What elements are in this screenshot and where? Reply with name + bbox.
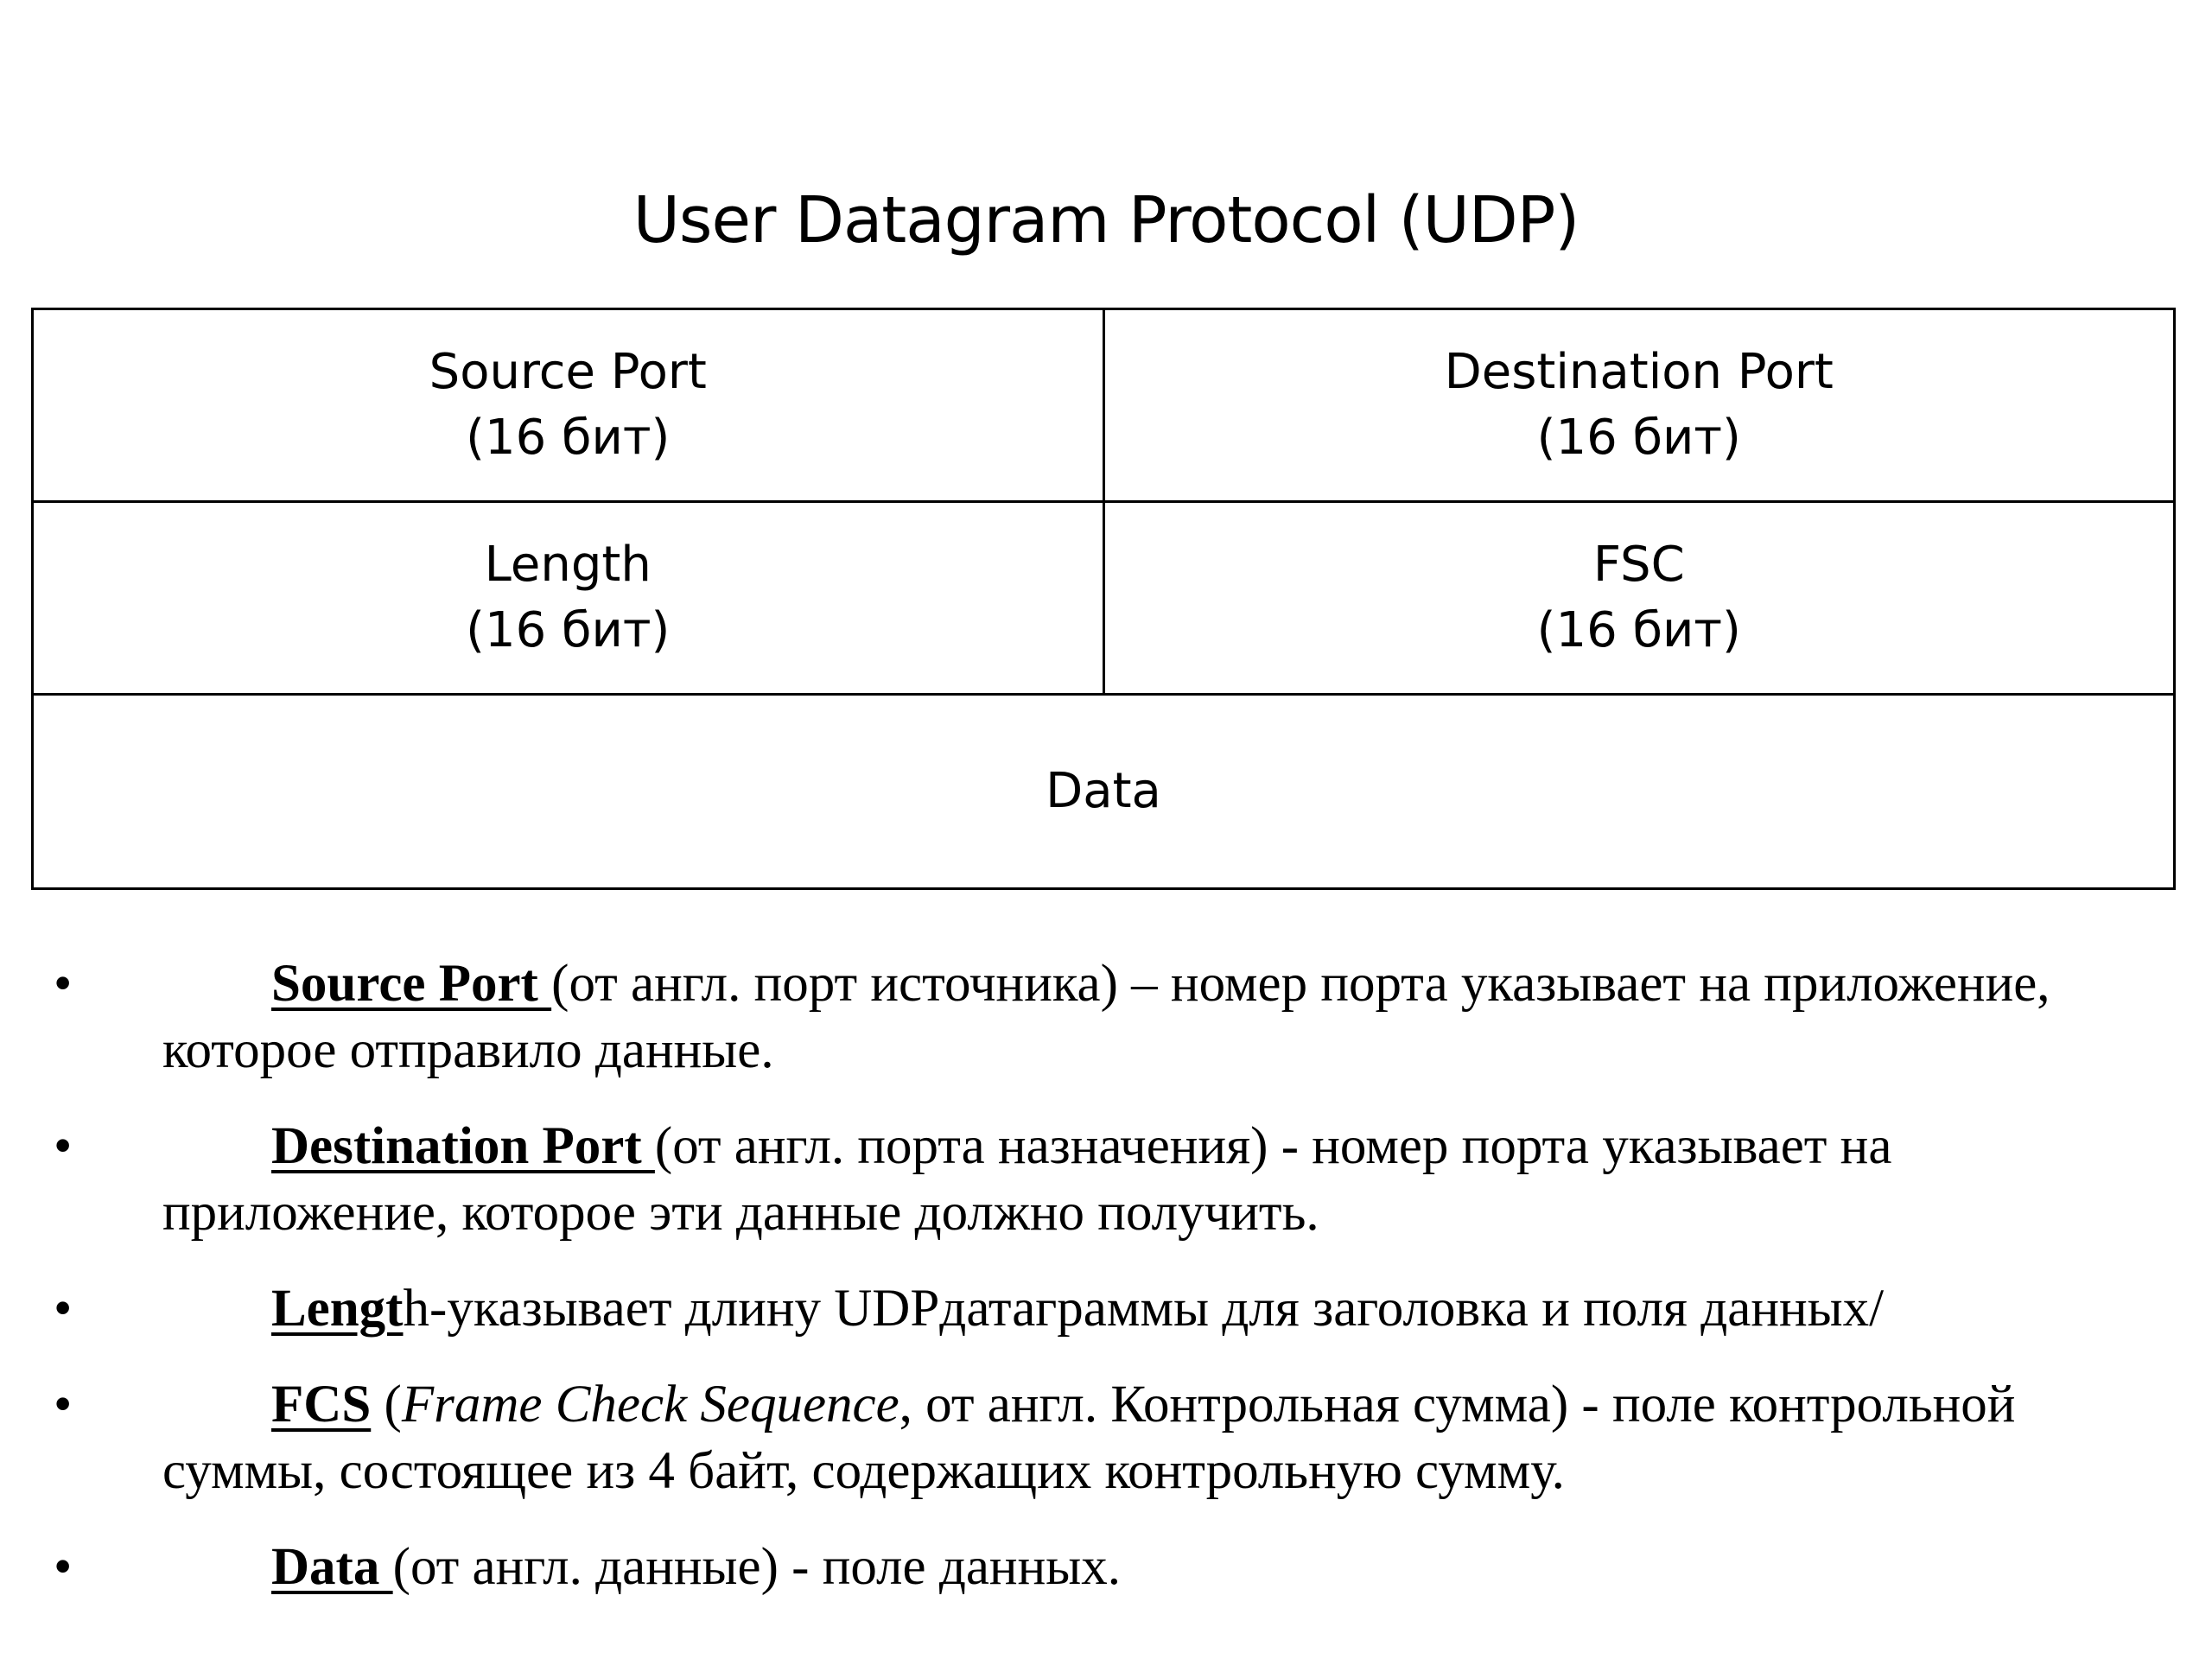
table-row (33, 695, 2175, 889)
destination-port-label: Destination Port (1444, 344, 1834, 400)
table-row (33, 309, 2175, 502)
bullet: • (54, 1538, 73, 1596)
length-label: Length (484, 537, 652, 593)
term-destination-port: Destination Port (271, 1117, 655, 1175)
field-descriptions (54, 950, 2150, 1630)
bullet: • (54, 1280, 73, 1338)
table-row (33, 502, 2175, 695)
desc-fcs: , от англ. Контрольная сумма) - поле контрольной суммы, состоящее из 4 байт, содержащих контрольную сумму. (162, 1376, 2016, 1500)
source-port-cell (33, 309, 1104, 502)
desc-data: (от англ. данные) - поле данных. (392, 1538, 1121, 1596)
desc-destination-port: (от англ. порта назначения) - номер порта указывает на приложение, которое эти данные должно получить. (162, 1117, 1892, 1242)
bullet: • (54, 955, 73, 1013)
source-port-size: (16 бит) (466, 410, 671, 466)
data-cell (33, 695, 2175, 889)
length-cell (33, 502, 1104, 695)
list-item-data (54, 1534, 2150, 1600)
source-port-label: Source Port (429, 344, 707, 400)
desc-source-port: (от англ. порт источника) – номер порта указывает на приложение, которое отправило данные. (162, 955, 2050, 1079)
term-source-port: Source Port (271, 955, 552, 1013)
list-item-source-port (54, 950, 2150, 1084)
list-item-length (54, 1275, 2150, 1342)
term-length: Lengt (271, 1280, 404, 1338)
desc-fcs-open: ( (371, 1376, 402, 1433)
fsc-size: (16 бит) (1536, 602, 1741, 658)
term-fcs: FCS (271, 1376, 372, 1433)
bullet: • (54, 1117, 73, 1175)
page-title: User Datagram Protocol (UDP) (632, 183, 1580, 257)
length-size: (16 бит) (466, 602, 671, 658)
list-item-fcs (54, 1371, 2150, 1504)
destination-port-size: (16 бит) (1536, 410, 1741, 466)
desc-fcs-italic: Frame Check Sequence (401, 1376, 899, 1433)
fsc-label: FSC (1592, 537, 1685, 593)
list-item-destination-port (54, 1113, 2150, 1246)
bullet: • (54, 1376, 73, 1433)
destination-port-cell (1103, 309, 2175, 502)
fsc-cell (1103, 502, 2175, 695)
data-label: Data (1046, 763, 1161, 819)
desc-length: h-указывает длину UDPдатаграммы для заголовка и поля данных/ (403, 1280, 1885, 1338)
term-data: Data (271, 1538, 393, 1596)
udp-header-table (31, 308, 2176, 890)
